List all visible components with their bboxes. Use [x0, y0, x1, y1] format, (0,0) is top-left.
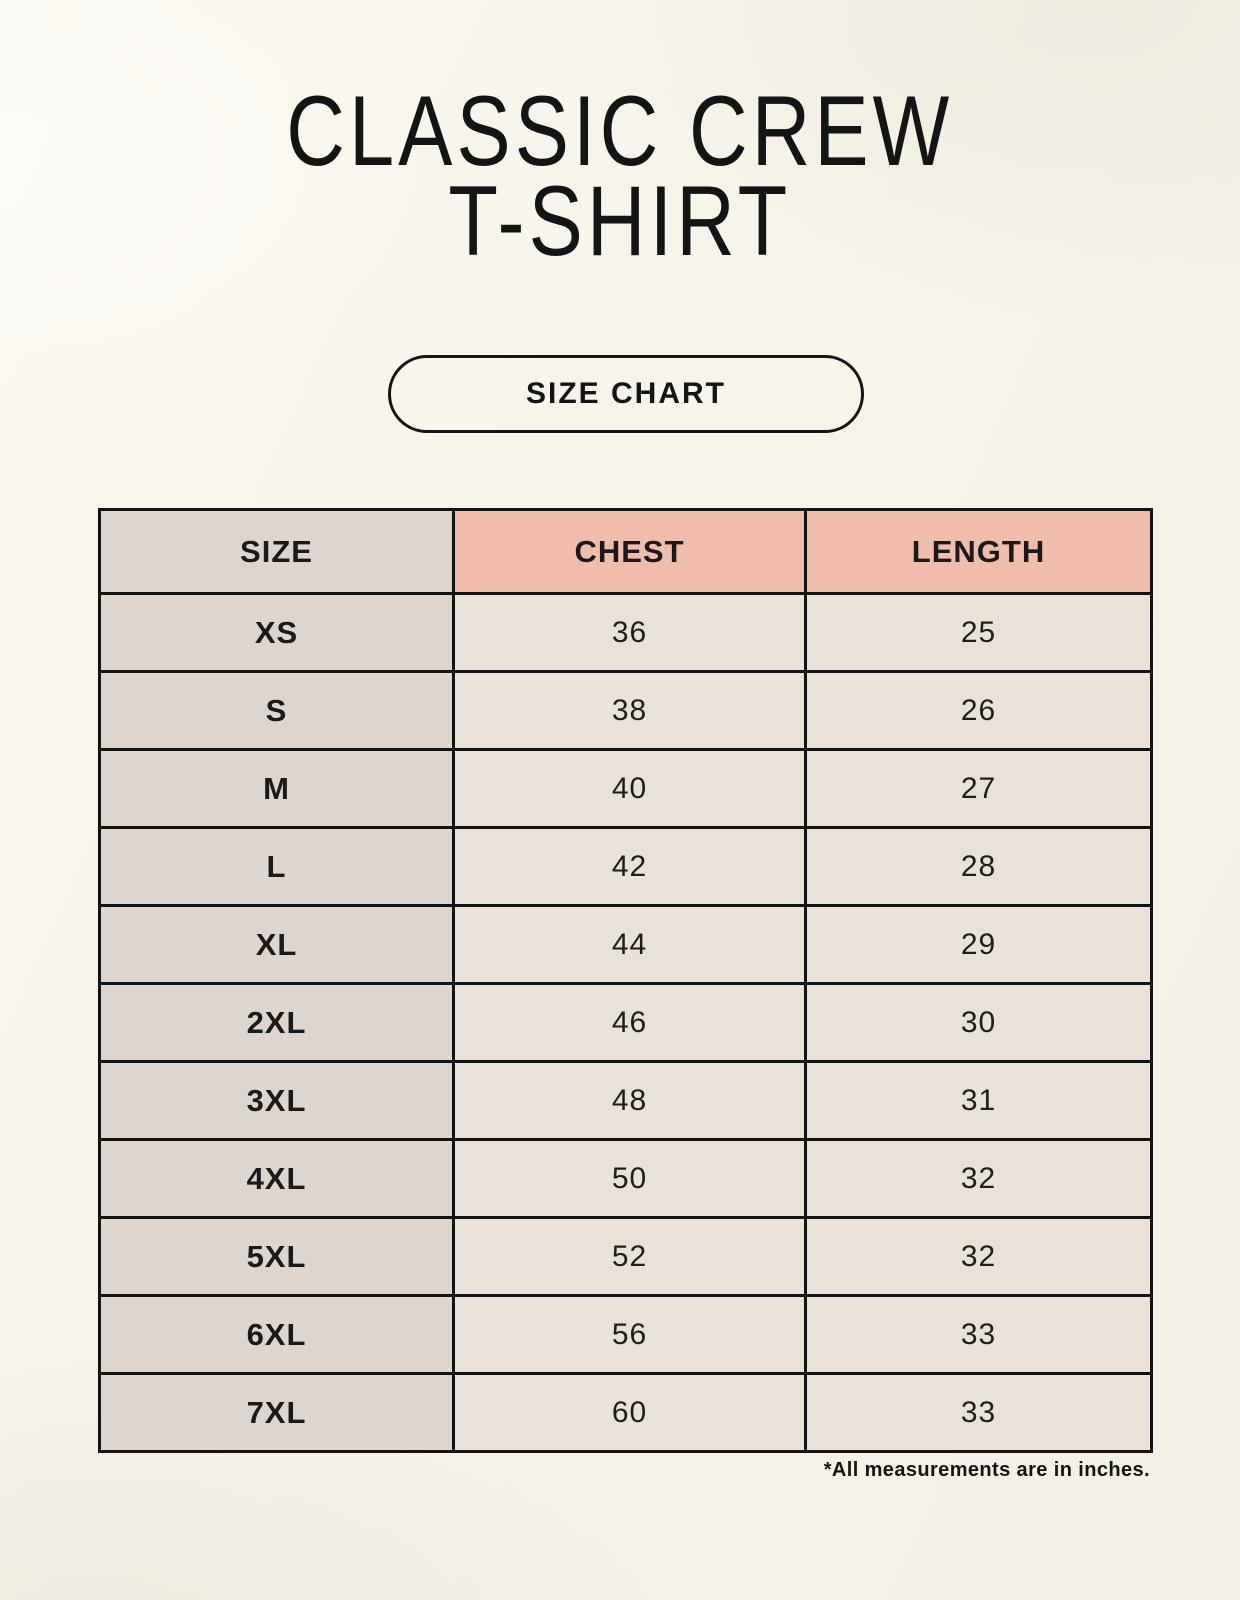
page-title-line-1: CLASSIC CREW — [286, 75, 954, 186]
size-chart-button[interactable] — [388, 355, 864, 433]
size-cell: 5XL — [100, 1218, 454, 1296]
size-cell: 7XL — [100, 1374, 454, 1452]
length-cell: 28 — [806, 828, 1152, 906]
chest-cell: 56 — [454, 1296, 806, 1374]
chest-cell: 52 — [454, 1218, 806, 1296]
size-cell: XL — [100, 906, 454, 984]
chest-cell: 44 — [454, 906, 806, 984]
length-cell: 32 — [806, 1140, 1152, 1218]
page-title-line-2: T-SHIRT — [448, 165, 792, 276]
table-row — [100, 984, 1152, 1062]
size-cell: L — [100, 828, 454, 906]
table-row — [100, 906, 1152, 984]
table-row — [100, 1374, 1152, 1452]
length-cell: 27 — [806, 750, 1152, 828]
table-row — [100, 672, 1152, 750]
size-cell: 4XL — [100, 1140, 454, 1218]
length-cell: 29 — [806, 906, 1152, 984]
table-header-row — [100, 510, 1152, 594]
table-row — [100, 594, 1152, 672]
column-header-chest: CHEST — [454, 510, 806, 594]
page-title — [0, 75, 1240, 276]
measurements-footnote: *All measurements are in inches. — [823, 1459, 1150, 1481]
column-header-size: SIZE — [100, 510, 454, 594]
chest-cell: 46 — [454, 984, 806, 1062]
table-row — [100, 750, 1152, 828]
column-header-length: LENGTH — [806, 510, 1152, 594]
size-chart-button-label: SIZE CHART — [526, 377, 726, 410]
size-cell: 6XL — [100, 1296, 454, 1374]
chest-cell: 48 — [454, 1062, 806, 1140]
chest-cell: 50 — [454, 1140, 806, 1218]
length-cell: 33 — [806, 1296, 1152, 1374]
table-row — [100, 1296, 1152, 1374]
size-cell: 2XL — [100, 984, 454, 1062]
length-cell: 33 — [806, 1374, 1152, 1452]
size-chart-table — [98, 508, 1153, 1453]
table-row — [100, 828, 1152, 906]
size-cell: S — [100, 672, 454, 750]
size-cell: 3XL — [100, 1062, 454, 1140]
table-row — [100, 1062, 1152, 1140]
length-cell: 26 — [806, 672, 1152, 750]
chest-cell: 60 — [454, 1374, 806, 1452]
table-row — [100, 1140, 1152, 1218]
size-cell: XS — [100, 594, 454, 672]
chest-cell: 38 — [454, 672, 806, 750]
size-cell: M — [100, 750, 454, 828]
length-cell: 31 — [806, 1062, 1152, 1140]
chest-cell: 42 — [454, 828, 806, 906]
length-cell: 25 — [806, 594, 1152, 672]
chest-cell: 40 — [454, 750, 806, 828]
length-cell: 30 — [806, 984, 1152, 1062]
length-cell: 32 — [806, 1218, 1152, 1296]
table-row — [100, 1218, 1152, 1296]
chest-cell: 36 — [454, 594, 806, 672]
